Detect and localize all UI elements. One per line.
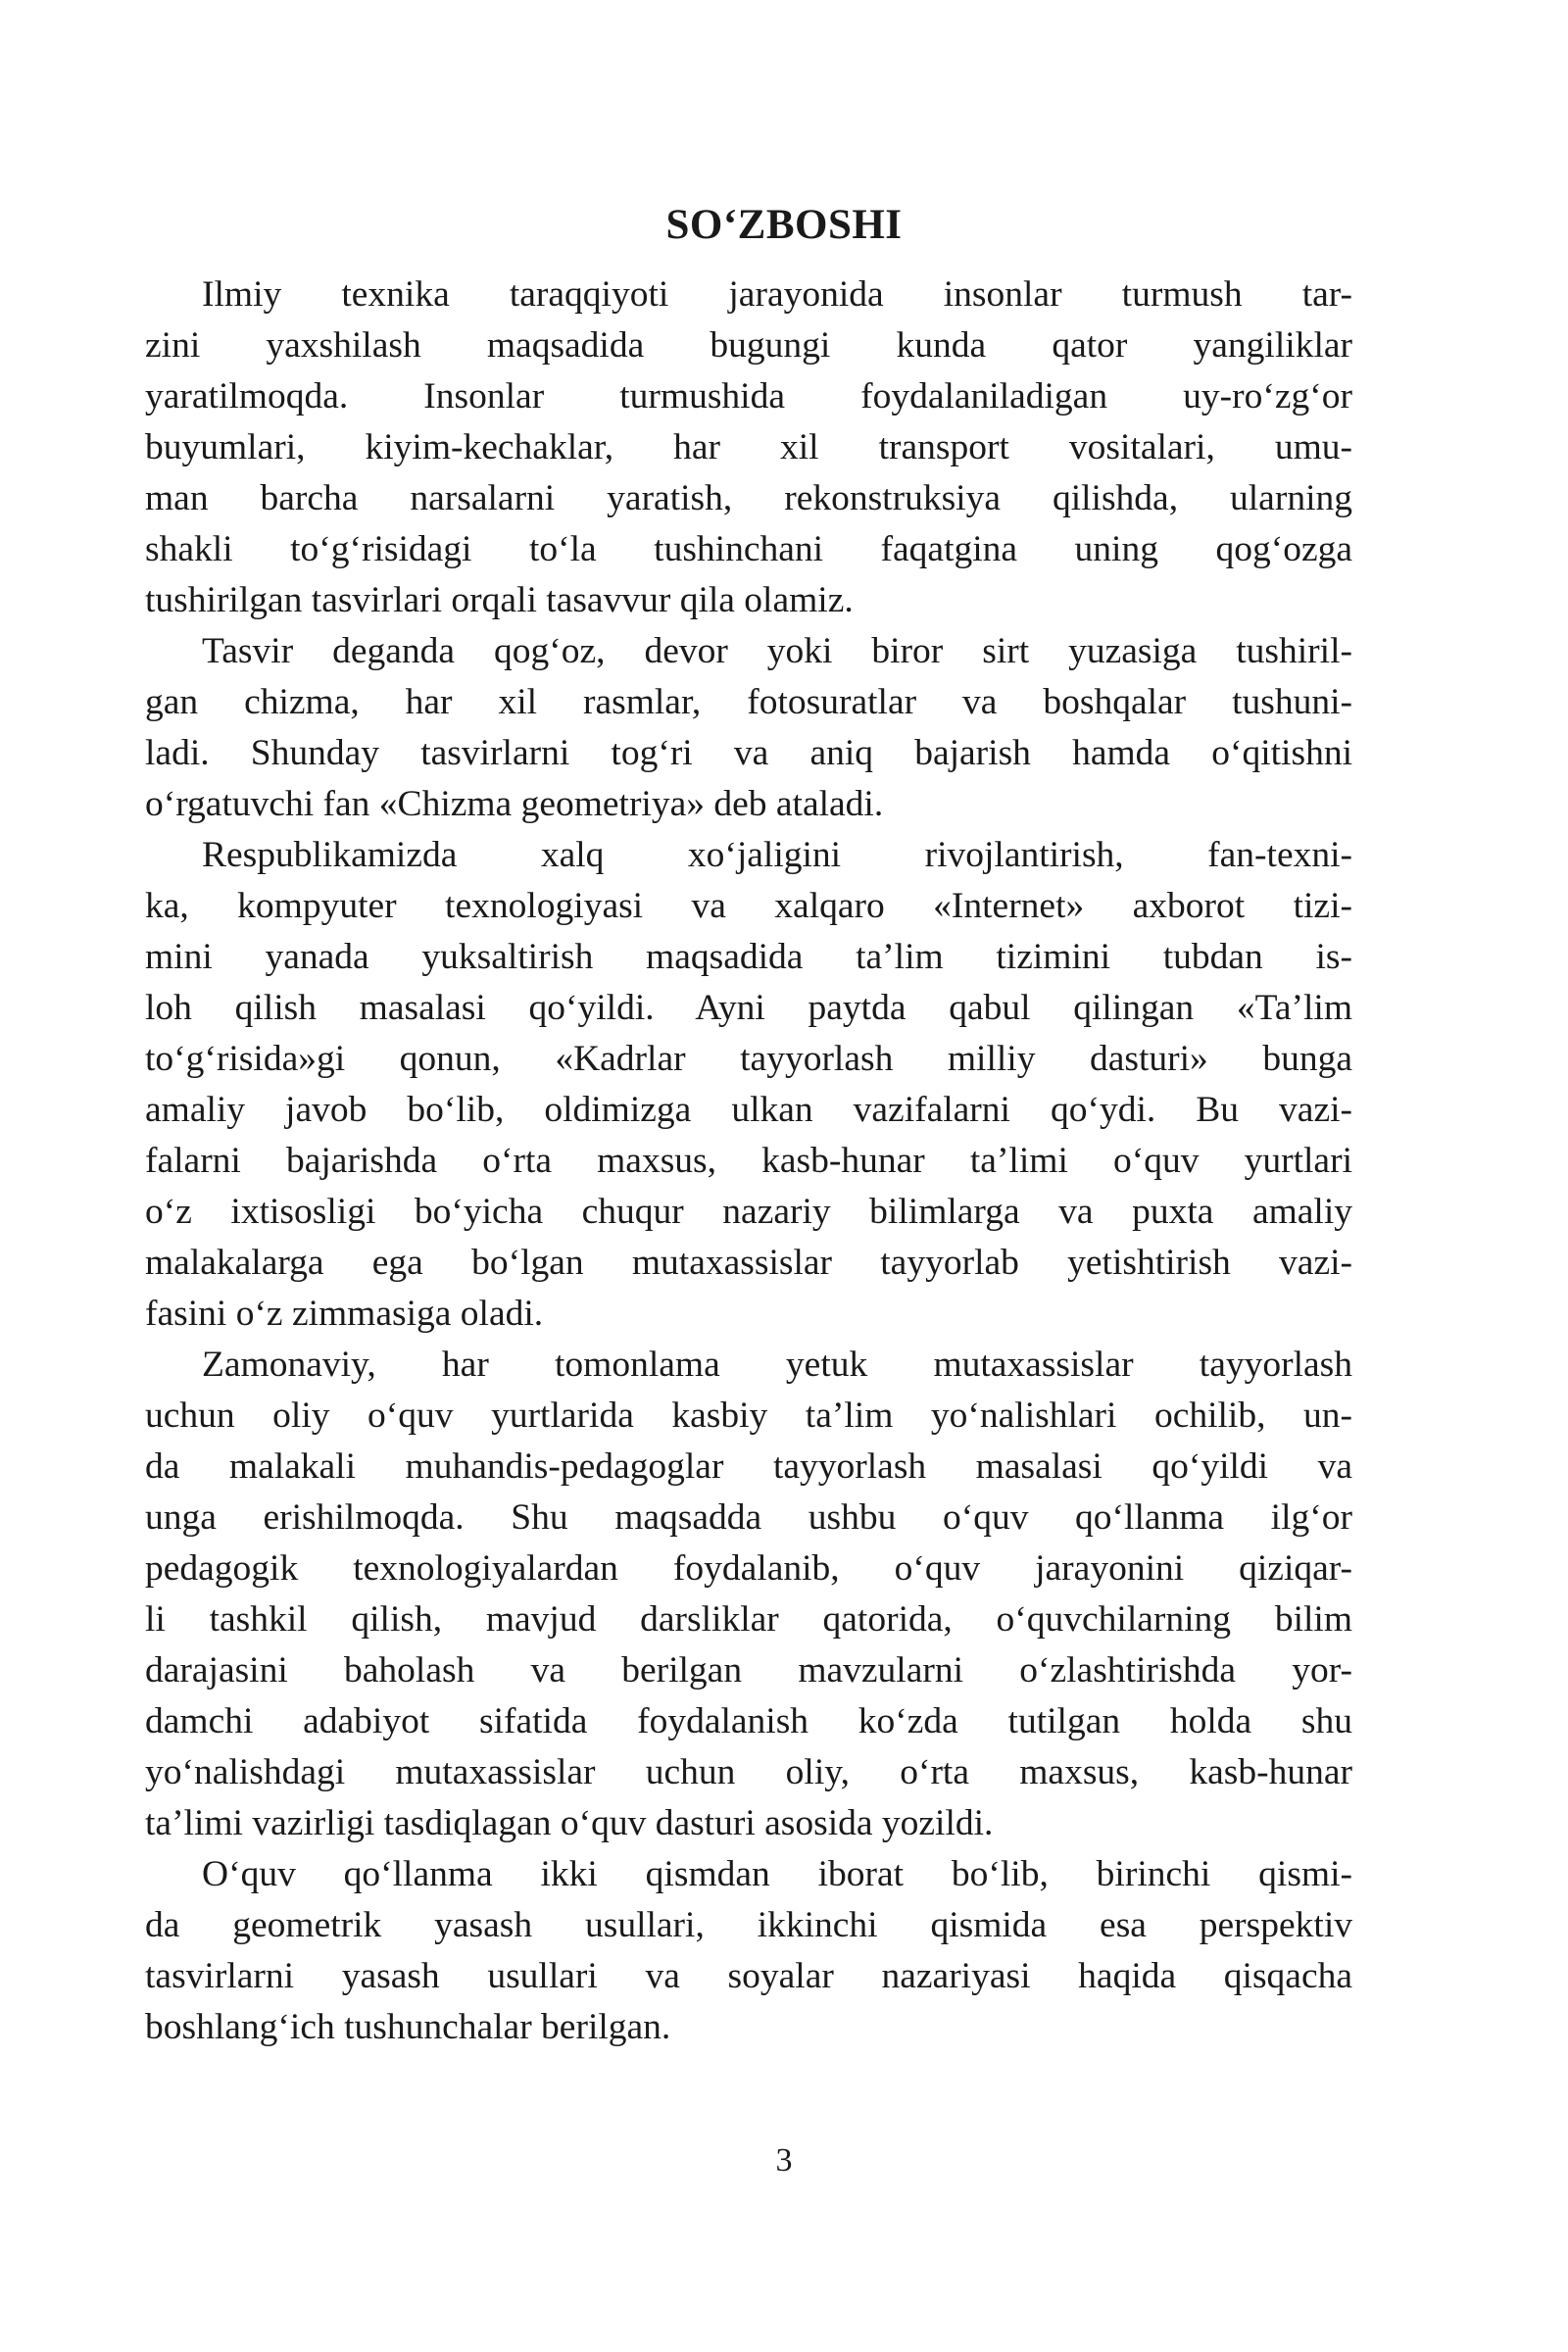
paragraph-4 [145, 1340, 1352, 1849]
text-line: li tashkil qilish, mavjud darsliklar qatorida, o‘quvchilarning bilim [145, 1599, 1352, 1640]
text-line: fasini o‘z zimmasiga oladi. [145, 1294, 544, 1334]
paragraph-3 [145, 830, 1352, 1340]
text-line: to‘g‘risida»gi qonun, «Kadrlar tayyorlash milliy dasturi» bunga [145, 1039, 1352, 1079]
text-line: damchi adabiyot sifatida foydalanish ko‘zda tutilgan holda shu [145, 1701, 1352, 1741]
text-line: da geometrik yasash usullari, ikkinchi qismida esa perspektiv [145, 1905, 1352, 1945]
text-line: buyumlari, kiyim-kechaklar, har xil transport vositalari, umu- [145, 427, 1352, 467]
text-line: o‘rgatuvchi fan «Chizma geometriya» deb ataladi. [145, 784, 884, 824]
text-line: ta’limi vazirligi tasdiqlagan o‘quv dasturi asosida yozildi. [145, 1803, 994, 1843]
text-line: Respublikamizda xalq xo‘jaligini rivojlantirish, fan-texni- [202, 835, 1352, 875]
text-line: pedagogik texnologiyalardan foydalanib, o‘quv jarayonini qiziqar- [145, 1548, 1352, 1589]
text-line: tasvirlarni yasash usullari va soyalar nazariyasi haqida qisqacha [145, 1956, 1352, 1996]
text-line: shakli to‘g‘risidagi to‘la tushinchani faqatgina uning qog‘ozga [145, 529, 1352, 569]
text-line: falarni bajarishda o‘rta maxsus, kasb-hunar ta’limi o‘quv yurtlari [145, 1141, 1352, 1181]
text-line: ka, kompyuter texnologiyasi va xalqaro «Internet» axborot tizi- [145, 886, 1352, 926]
text-line: amaliy javob bo‘lib, oldimizga ulkan vazifalarni qo‘ydi. Bu vazi- [145, 1090, 1352, 1130]
text-line: zini yaxshilash maqsadida bugungi kunda qator yangiliklar [145, 325, 1352, 366]
text-line: darajasini baholash va berilgan mavzularni o‘zlashtirishda yor- [145, 1650, 1352, 1690]
text-line: malakalarga ega bo‘lgan mutaxassislar tayyorlab yetishtirish vazi- [145, 1243, 1352, 1283]
text-line: Zamonaviy, har tomonlama yetuk mutaxassislar tayyorlash [202, 1345, 1352, 1385]
page-title: SO‘ZBOSHI [665, 202, 903, 248]
text-line: mini yanada yuksaltirish maqsadida ta’lim tizimini tubdan is- [145, 937, 1352, 977]
paragraph-2 [145, 626, 1352, 830]
text-line: boshlang‘ich tushunchalar berilgan. [145, 2007, 671, 2047]
text-line: da malakali muhandis-pedagoglar tayyorlash masalasi qo‘yildi va [145, 1446, 1352, 1487]
text-line: unga erishilmoqda. Shu maqsadda ushbu o‘quv qo‘llanma ilg‘or [145, 1497, 1352, 1538]
text-line: yo‘nalishdagi mutaxassislar uchun oliy, o‘rta maxsus, kasb-hunar [145, 1752, 1352, 1792]
text-line: o‘z ixtisosligi bo‘yicha chuqur nazariy bilimlarga va puxta amaliy [145, 1192, 1352, 1232]
text-line: loh qilish masalasi qo‘yildi. Ayni paytda qabul qilingan «Ta’lim [145, 988, 1352, 1028]
paragraph-5 [145, 1849, 1352, 2053]
text-line: man barcha narsalarni yaratish, rekonstruksiya qilishda, ularning [145, 478, 1352, 518]
text-line: Tasvir deganda qog‘oz, devor yoki biror sirt yuzasiga tushiril- [202, 631, 1352, 671]
body-text [145, 270, 1352, 2053]
text-line: ladi. Shunday tasvirlarni tog‘ri va aniq bajarish hamda o‘qitishni [145, 733, 1352, 773]
page-number: 3 [775, 2142, 793, 2179]
text-line: O‘quv qo‘llanma ikki qismdan iborat bo‘lib, birinchi qismi- [202, 1854, 1352, 1894]
text-line: Ilmiy texnika taraqqiyoti jarayonida insonlar turmush tar- [202, 274, 1352, 315]
paragraph-1 [145, 270, 1352, 626]
text-line: uchun oliy o‘quv yurtlarida kasbiy ta’lim yo‘nalishlari ochilib, un- [145, 1396, 1352, 1436]
text-line: tushirilgan tasvirlari orqali tasavvur qila olamiz. [145, 580, 854, 620]
text-line: gan chizma, har xil rasmlar, fotosuratlar va boshqalar tushuni- [145, 682, 1352, 722]
text-line: yaratilmoqda. Insonlar turmushida foydalaniladigan uy-ro‘zg‘or [145, 376, 1352, 416]
